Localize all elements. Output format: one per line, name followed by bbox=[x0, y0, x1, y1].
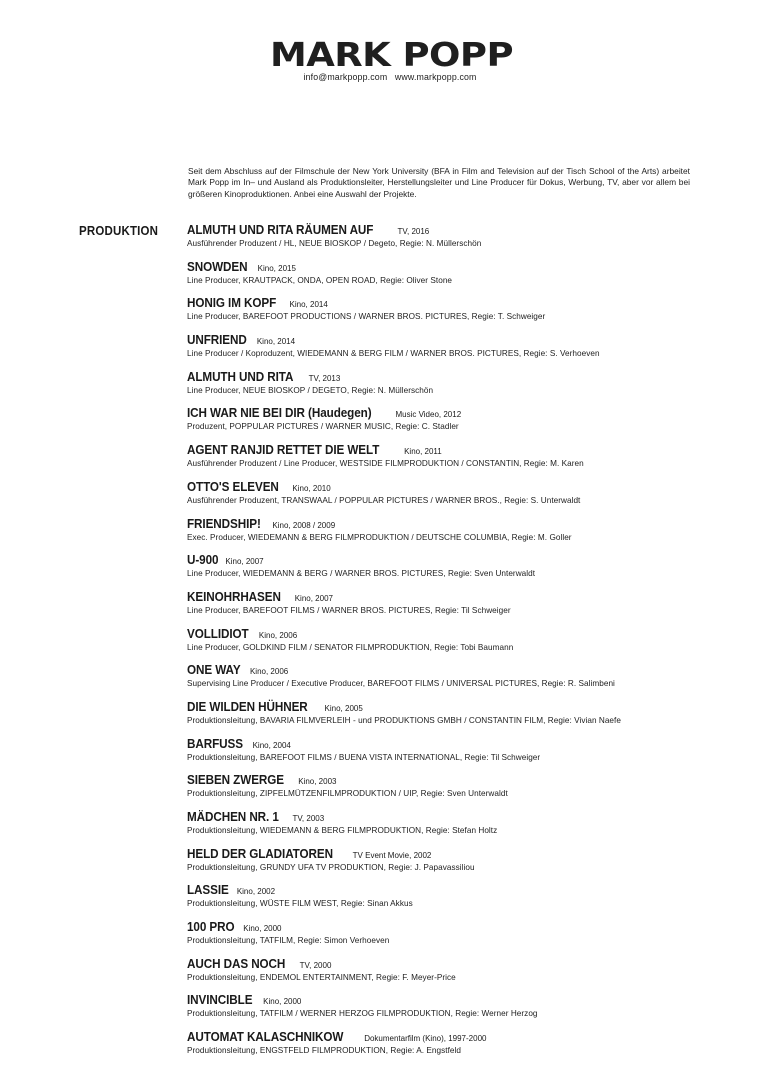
project-item bbox=[187, 957, 727, 994]
project-title: UNFRIEND bbox=[187, 332, 247, 348]
project-title-line bbox=[187, 443, 727, 459]
project-credit: Line Producer, NEUE BIOSKOP / DEGETO, Regie: N. Müllerschön bbox=[187, 385, 434, 395]
project-credit: Produktionsleitung, BAREFOOT FILMS / BUENA VISTA INTERNATIONAL, Regie: Til Schweiger bbox=[187, 752, 541, 762]
project-credit: Ausführender Produzent / Line Producer, WESTSIDE FILMPRODUKTION / CONSTANTIN, Regie: M. Karen bbox=[187, 459, 584, 469]
project-credit: Supervising Line Producer / Executive Producer, BAREFOOT FILMS / UNIVERSAL PICTURES, Regie: R. Salimbeni bbox=[187, 679, 615, 689]
project-item bbox=[187, 590, 727, 627]
project-meta: Kino, 2006 bbox=[258, 630, 298, 640]
project-meta: Kino, 2002 bbox=[236, 887, 276, 897]
project-title: DIE WILDEN HÜHNER bbox=[187, 698, 308, 714]
project-meta: TV, 2016 bbox=[397, 227, 430, 236]
intro-paragraph: Seit dem Abschluss auf der Filmschule der New York University (BFA in Film and Television auf der Tisch School of the Arts) arbeitet Mark Popp im In– und Ausland als Produktionsleiter, Herstellungsleiter und Line Producer für Dokus, Werbung, TV, aber vor allem bei größeren Kinoproduktionen. Anbei eine Auswahl der Projekte. bbox=[188, 166, 690, 199]
project-title: INVINCIBLE bbox=[187, 992, 253, 1008]
project-title: AGENT RANJID RETTET DIE WELT bbox=[187, 442, 380, 458]
project-title: ICH WAR NIE BEI DIR (Haudegen) bbox=[187, 405, 372, 421]
project-credit: Line Producer, BAREFOOT PRODUCTIONS / WARNER BROS. PICTURES, Regie: T. Schweiger bbox=[187, 312, 546, 322]
brand-name: MARK POPP bbox=[269, 35, 513, 74]
project-item bbox=[187, 920, 727, 957]
project-title-line bbox=[187, 700, 727, 716]
project-title: OTTO'S ELEVEN bbox=[187, 478, 279, 494]
project-credit: Produzent, POPPULAR PICTURES / WARNER MUSIC, Regie: C. Stadler bbox=[187, 422, 459, 432]
project-title-line bbox=[187, 223, 727, 239]
project-title-line bbox=[187, 810, 727, 826]
project-title-line bbox=[187, 260, 727, 276]
project-credit: Exec. Producer, WIEDEMANN & BERG FILMPRODUKTION / DEUTSCHE COLUMBIA, Regie: M. Goller bbox=[187, 532, 572, 542]
project-meta: Kino, 2006 bbox=[249, 667, 289, 677]
project-credit: Produktionsleitung, ZIPFELMÜTZENFILMPRODUKTION / UIP, Regie: Sven Unterwaldt bbox=[187, 789, 508, 799]
project-credit: Produktionsleitung, TATFILM, Regie: Simon Verhoeven bbox=[187, 936, 390, 946]
project-meta: Kino, 2008 / 2009 bbox=[272, 520, 336, 530]
project-credit: Produktionsleitung, GRUNDY UFA TV PRODUKTION, Regie: J. Papavassiliou bbox=[187, 862, 475, 872]
project-meta: Music Video, 2012 bbox=[395, 410, 462, 420]
project-title: ALMUTH UND RITA RÄUMEN AUF bbox=[187, 222, 374, 237]
project-meta: Kino, 2007 bbox=[294, 593, 333, 603]
project-title-line bbox=[187, 590, 727, 606]
project-title: AUTOMAT KALASCHNIKOW bbox=[187, 1029, 344, 1045]
email-link[interactable]: info@markpopp.com bbox=[303, 72, 388, 82]
project-item bbox=[187, 773, 727, 810]
project-title-line bbox=[187, 333, 727, 349]
project-title-line bbox=[187, 553, 727, 569]
project-item bbox=[187, 333, 727, 370]
project-title-line bbox=[187, 480, 727, 496]
project-item bbox=[187, 480, 727, 517]
project-title-line bbox=[187, 1030, 727, 1046]
project-title-line bbox=[187, 847, 727, 863]
project-title: HELD DER GLADIATOREN bbox=[187, 845, 333, 861]
project-item bbox=[187, 260, 727, 297]
project-title: KEINOHRHASEN bbox=[187, 588, 281, 604]
project-item bbox=[187, 627, 727, 664]
project-title: FRIENDSHIP! bbox=[187, 515, 261, 531]
project-credit: Produktionsleitung, BAVARIA FILMVERLEIH - und PRODUKTIONS GMBH / CONSTANTIN FILM, Regie: Vivian Naefe bbox=[187, 715, 621, 725]
project-title-line bbox=[187, 627, 727, 643]
project-credit: Ausführender Produzent, TRANSWAAL / POPPULAR PICTURES / WARNER BROS., Regie: S. Unterwaldt bbox=[187, 495, 581, 505]
project-credit: Line Producer, BAREFOOT FILMS / WARNER BROS. PICTURES, Regie: Til Schweiger bbox=[187, 605, 511, 615]
project-credit: Produktionsleitung, ENDEMOL ENTERTAINMENT, Regie: F. Meyer-Price bbox=[187, 972, 456, 982]
project-credit: Line Producer, KRAUTPACK, ONDA, OPEN ROAD, Regie: Oliver Stone bbox=[187, 275, 453, 285]
project-title: BARFUSS bbox=[187, 735, 243, 751]
project-credit: Produktionsleitung, TATFILM / WERNER HERZOG FILMPRODUKTION, Regie: Werner Herzog bbox=[187, 1009, 538, 1019]
project-credit: Ausführender Produzent / HL, NEUE BIOSKOP / Degeto, Regie: N. Müllerschön bbox=[187, 239, 482, 248]
project-meta: Kino, 2003 bbox=[298, 777, 337, 787]
project-credit: Produktionsleitung, WÜSTE FILM WEST, Regie: Sinan Akkus bbox=[187, 899, 413, 909]
project-title: LASSIE bbox=[187, 882, 229, 898]
section-label-produktion: PRODUKTION bbox=[79, 224, 159, 238]
project-title-line bbox=[187, 406, 727, 422]
project-title: ALMUTH UND RITA bbox=[187, 368, 294, 384]
project-credit: Line Producer, GOLDKIND FILM / SENATOR FILMPRODUKTION, Regie: Tobi Baumann bbox=[187, 642, 514, 652]
project-item bbox=[187, 553, 727, 590]
project-credit: Line Producer / Koproduzent, WIEDEMANN & BERG FILM / WARNER BROS. PICTURES, Regie: S. Verhoeven bbox=[187, 349, 600, 359]
project-meta: Kino, 2010 bbox=[292, 483, 331, 493]
project-item bbox=[187, 737, 727, 774]
project-meta: Dokumentarfilm (Kino), 1997-2000 bbox=[364, 1034, 487, 1044]
project-title: SNOWDEN bbox=[187, 258, 248, 274]
project-credit: Produktionsleitung, ENGSTFELD FILMPRODUKTION, Regie: A. Engstfeld bbox=[187, 1046, 461, 1056]
project-title-line bbox=[187, 517, 727, 533]
project-meta: Kino, 2000 bbox=[243, 924, 282, 934]
project-item bbox=[187, 847, 727, 884]
project-meta: TV, 2000 bbox=[299, 960, 332, 970]
project-title-line bbox=[187, 993, 727, 1009]
project-item bbox=[187, 443, 727, 480]
project-meta: TV, 2003 bbox=[292, 814, 325, 823]
project-title: MÄDCHEN NR. 1 bbox=[187, 809, 279, 824]
project-title-line bbox=[187, 883, 727, 899]
project-title-line bbox=[187, 773, 727, 789]
project-meta: Kino, 2005 bbox=[324, 703, 363, 713]
project-meta: Kino, 2011 bbox=[404, 447, 442, 457]
project-item bbox=[187, 993, 727, 1030]
project-meta: Kino, 2014 bbox=[289, 300, 328, 310]
project-title-line bbox=[187, 737, 727, 753]
project-title-line bbox=[187, 663, 727, 679]
website-link[interactable]: www.markpopp.com bbox=[394, 72, 477, 82]
project-list bbox=[187, 223, 727, 1067]
project-title: U-900 bbox=[187, 552, 219, 568]
project-item bbox=[187, 1030, 727, 1067]
project-title: AUCH DAS NOCH bbox=[187, 955, 286, 971]
project-item bbox=[187, 406, 727, 443]
project-item bbox=[187, 296, 727, 333]
project-item bbox=[187, 663, 727, 700]
project-item bbox=[187, 517, 727, 554]
letterhead bbox=[0, 35, 768, 82]
project-title: VOLLIDIOT bbox=[187, 625, 249, 641]
project-item bbox=[187, 370, 727, 407]
project-title: 100 PRO bbox=[187, 919, 235, 935]
project-item bbox=[187, 700, 727, 737]
project-meta: TV Event Movie, 2002 bbox=[352, 850, 432, 860]
project-meta: Kino, 2004 bbox=[252, 740, 291, 750]
project-item bbox=[187, 223, 727, 260]
project-meta: Kino, 2000 bbox=[263, 997, 302, 1007]
project-title-line bbox=[187, 296, 727, 312]
project-title-line bbox=[187, 370, 727, 386]
project-item bbox=[187, 883, 727, 920]
project-title: SIEBEN ZWERGE bbox=[187, 772, 284, 788]
project-title: HONIG IM KOPF bbox=[187, 295, 277, 311]
project-meta: Kino, 2015 bbox=[257, 263, 296, 273]
project-meta: TV, 2013 bbox=[308, 373, 341, 383]
project-title: ONE WAY bbox=[187, 662, 241, 678]
project-title-line bbox=[187, 957, 727, 973]
project-meta: Kino, 2014 bbox=[256, 337, 296, 347]
project-credit: Produktionsleitung, WIEDEMANN & BERG FILMPRODUKTION, Regie: Stefan Holtz bbox=[187, 826, 498, 835]
project-item bbox=[187, 810, 727, 847]
project-title-line bbox=[187, 920, 727, 936]
project-meta: Kino, 2007 bbox=[225, 557, 264, 567]
project-credit: Line Producer, WIEDEMANN & BERG / WARNER BROS. PICTURES, Regie: Sven Unterwaldt bbox=[187, 569, 536, 579]
